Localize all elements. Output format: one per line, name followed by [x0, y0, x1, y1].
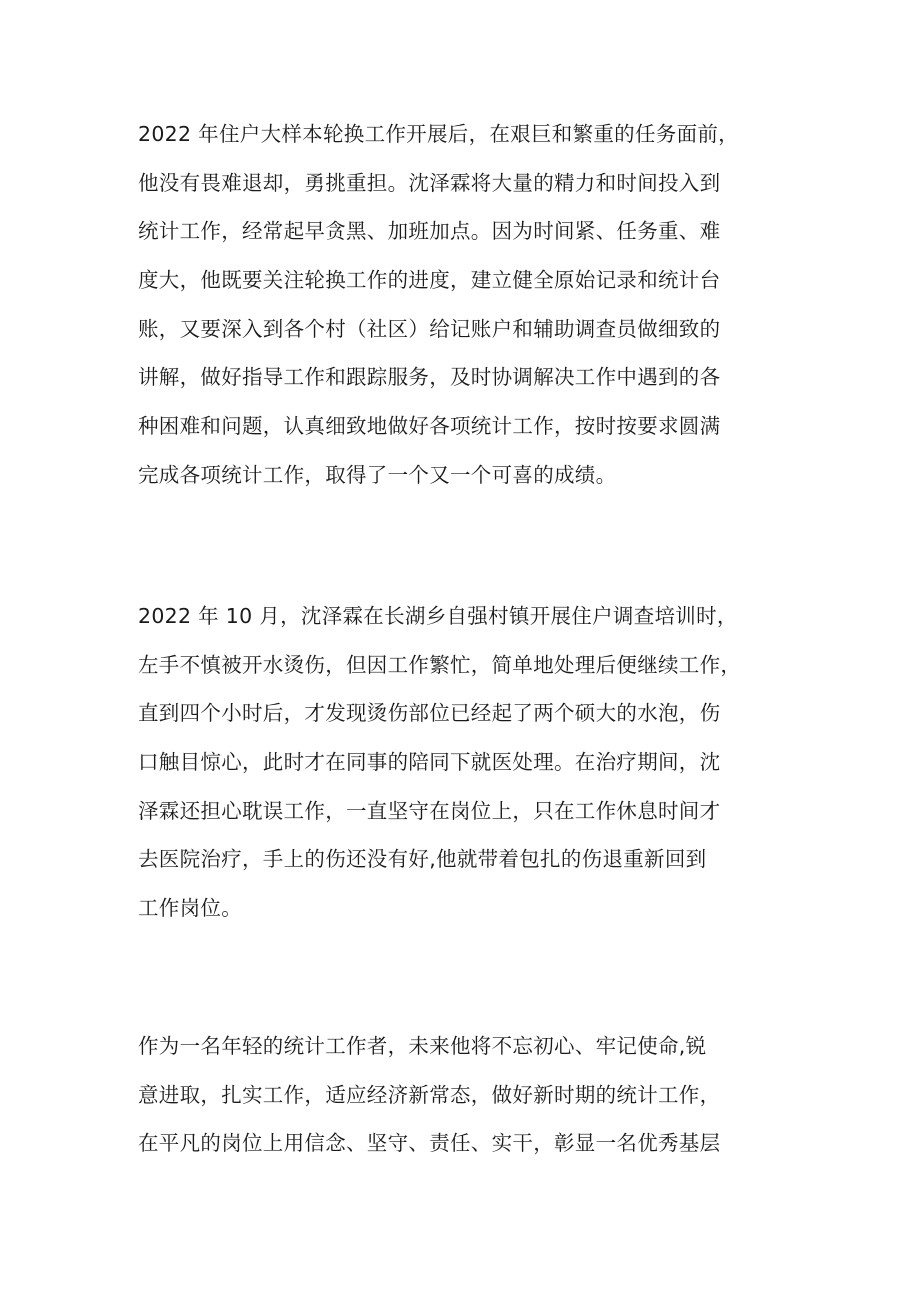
text-line: 工作岗位。 — [138, 896, 242, 921]
text-line: 2022 年住户大样本轮换工作开展后，在艰巨和繁重的任务面前， — [138, 122, 739, 146]
text-line: 左手不慎被开水烫伤，但因工作繁忙，简单地处理后便继续工作， — [138, 652, 742, 677]
text-line: 他没有畏难退却，勇挑重担。沈泽霖将大量的精力和时间投入到 — [138, 170, 721, 195]
text-line: 完成各项统计工作，取得了一个又一个可喜的成绩。 — [138, 462, 617, 487]
text-line: 2022 年 10 月，沈泽霖在长湖乡自强村镇开展住户调查培训时， — [138, 604, 738, 628]
text-line: 口触目惊心，此时才在同事的陪同下就医处理。在治疗期间，沈 — [138, 750, 721, 775]
text-line: 去医院治疗，手上的伤还没有好,他就带着包扎的伤退重新回到 — [138, 847, 707, 872]
paragraph-3 — [138, 1022, 798, 1168]
text-line: 直到四个小时后，才发现烫伤部位已经起了两个硕大的水泡，伤 — [138, 701, 721, 726]
text-line: 在平凡的岗位上用信念、坚守、责任、实干，彰显一名优秀基层 — [138, 1131, 721, 1156]
text-line: 讲解，做好指导工作和跟踪服务，及时协调解决工作中遇到的各 — [138, 365, 721, 390]
text-line: 种困难和问题，认真细致地做好各项统计工作，按时按要求圆满 — [138, 414, 721, 439]
text-line: 账，又要深入到各个村（社区）给记账户和辅助调查员做细致的 — [138, 316, 721, 341]
text-line: 意进取，扎实工作，适应经济新常态，做好新时期的统计工作， — [138, 1082, 721, 1107]
paragraph-1 — [138, 110, 798, 500]
text-line: 度大，他既要关注轮换工作的进度，建立健全原始记录和统计台 — [138, 268, 721, 293]
paragraph-2 — [138, 592, 798, 933]
text-line: 统计工作，经常起早贪黑、加班加点。因为时间紧、任务重、难 — [138, 219, 721, 244]
text-line: 泽霖还担心耽误工作，一直坚守在岗位上，只在工作休息时间才 — [138, 798, 721, 823]
text-line: 作为一名年轻的统计工作者，未来他将不忘初心、牢记使命,锐 — [138, 1034, 707, 1058]
